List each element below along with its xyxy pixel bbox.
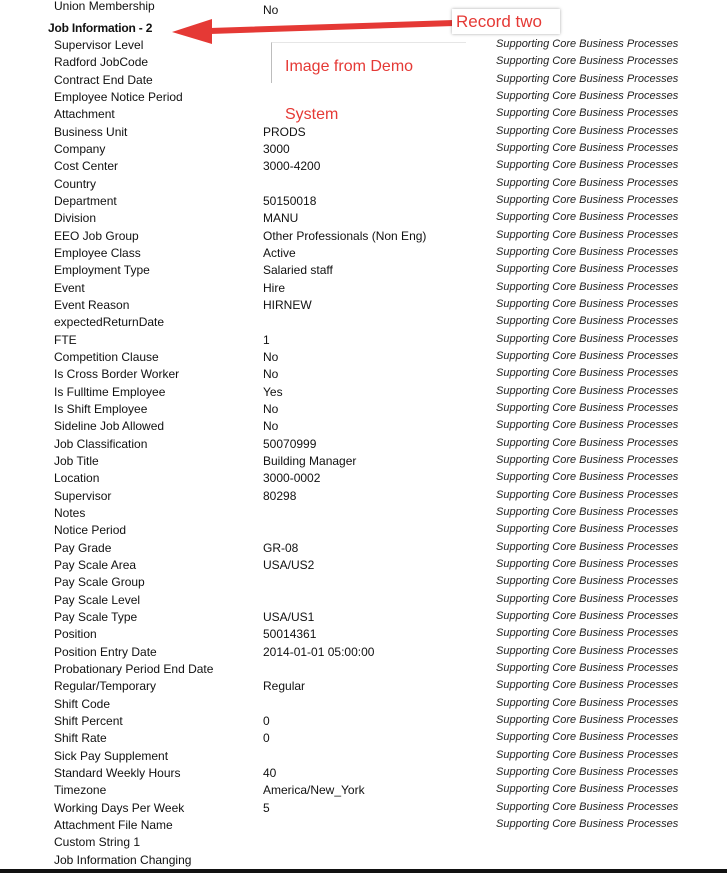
field-purpose: Supporting Core Business Processes	[496, 488, 679, 501]
demo-system-note: Image from Demo System	[271, 42, 466, 83]
field-label: Employment Type	[54, 263, 150, 278]
field-purpose: Supporting Core Business Processes	[496, 609, 679, 622]
field-purpose: Supporting Core Business Processes	[496, 505, 679, 518]
field-value: 50014361	[263, 627, 317, 642]
bottom-border	[0, 869, 727, 873]
field-purpose: Supporting Core Business Processes	[496, 783, 679, 796]
field-row	[0, 662, 727, 679]
field-row	[0, 263, 727, 280]
field-value: Yes	[263, 384, 283, 399]
field-purpose: Supporting Core Business Processes	[496, 55, 679, 68]
field-label: Contract End Date	[54, 72, 153, 87]
field-row	[0, 177, 727, 194]
field-value: 0	[263, 713, 270, 728]
field-label: Sick Pay Supplement	[54, 748, 169, 763]
field-label: FTE	[54, 332, 77, 347]
field-purpose: Supporting Core Business Processes	[496, 297, 679, 310]
field-row	[0, 385, 727, 402]
field-label: Is Fulltime Employee	[54, 384, 166, 399]
field-purpose: Supporting Core Business Processes	[496, 575, 679, 588]
field-label: Timezone	[54, 783, 107, 798]
field-value: 5	[263, 800, 270, 815]
field-row	[0, 541, 727, 558]
field-purpose: Supporting Core Business Processes	[496, 713, 679, 726]
field-label: EEO Job Group	[54, 228, 139, 243]
field-row	[0, 697, 727, 714]
field-label: Country	[54, 176, 97, 191]
field-value: PRODS	[263, 124, 306, 139]
field-value: GR-08	[263, 540, 299, 555]
field-label: Division	[54, 211, 97, 226]
field-purpose: Supporting Core Business Processes	[496, 211, 679, 224]
field-label: Job Information Changing	[54, 852, 192, 867]
field-value: 0	[263, 731, 270, 746]
field-label: Event Reason	[54, 297, 130, 312]
field-purpose: Supporting Core Business Processes	[496, 800, 679, 813]
field-purpose: Supporting Core Business Processes	[496, 245, 679, 258]
field-row	[0, 246, 727, 263]
field-purpose: Supporting Core Business Processes	[496, 124, 679, 137]
field-label: Business Unit	[54, 124, 128, 139]
field-row	[0, 766, 727, 783]
field-value: No	[263, 367, 279, 382]
field-row	[0, 194, 727, 211]
field-row	[0, 211, 727, 228]
field-purpose: Supporting Core Business Processes	[496, 384, 679, 397]
field-purpose: Supporting Core Business Processes	[496, 141, 679, 154]
field-row	[0, 298, 727, 315]
field-row	[0, 593, 727, 610]
field-purpose: Supporting Core Business Processes	[496, 280, 679, 293]
field-label: Pay Scale Level	[54, 592, 141, 607]
field-row	[0, 523, 727, 540]
field-row	[0, 367, 727, 384]
field-purpose: Supporting Core Business Processes	[496, 89, 679, 102]
field-row	[0, 731, 727, 748]
field-value: MANU	[263, 211, 299, 226]
field-row	[0, 506, 727, 523]
field-row	[0, 125, 727, 142]
field-row	[0, 402, 727, 419]
field-row	[0, 489, 727, 506]
field-purpose: Supporting Core Business Processes	[496, 592, 679, 605]
field-purpose: Supporting Core Business Processes	[496, 193, 679, 206]
field-value: 80298	[263, 488, 297, 503]
field-row	[0, 575, 727, 592]
field-value: 2014-01-01 05:00:00	[263, 644, 375, 659]
field-row	[0, 645, 727, 662]
field-row	[0, 419, 727, 436]
field-value: 3000-4200	[263, 159, 321, 174]
field-label: Cost Center	[54, 159, 119, 174]
field-purpose: Supporting Core Business Processes	[496, 419, 679, 432]
field-label: Attachment	[54, 107, 115, 122]
field-row	[0, 281, 727, 298]
field-label: Shift Code	[54, 696, 111, 711]
field-purpose: Supporting Core Business Processes	[496, 731, 679, 744]
field-label: Standard Weekly Hours	[54, 765, 181, 780]
field-purpose: Supporting Core Business Processes	[496, 228, 679, 241]
field-label: Shift Rate	[54, 731, 107, 746]
field-purpose: Supporting Core Business Processes	[496, 401, 679, 414]
field-purpose: Supporting Core Business Processes	[496, 661, 679, 674]
field-label: Supervisor Level	[54, 38, 144, 52]
field-label: Event	[54, 280, 85, 295]
field-value: 50070999	[263, 436, 317, 451]
field-value: No	[263, 349, 279, 364]
field-row	[0, 142, 727, 159]
field-purpose: Supporting Core Business Processes	[496, 72, 679, 85]
field-label: Position Entry Date	[54, 644, 157, 659]
record-two-callout: Record two	[452, 9, 560, 34]
field-purpose: Supporting Core Business Processes	[496, 696, 679, 709]
field-value: Active	[263, 245, 296, 260]
field-label: Competition Clause	[54, 349, 159, 364]
field-value: Regular	[263, 679, 306, 694]
field-value: 50150018	[263, 193, 317, 208]
field-value: 3000	[263, 141, 290, 156]
field-purpose: Supporting Core Business Processes	[496, 176, 679, 189]
section-title: Job Information - 2	[48, 21, 153, 35]
field-label: Job Classification	[54, 436, 148, 451]
field-purpose: Supporting Core Business Processes	[496, 627, 679, 640]
field-row	[0, 350, 727, 367]
field-label: Attachment File Name	[54, 817, 173, 832]
field-label: expectedReturnDate	[54, 315, 165, 330]
field-row	[0, 90, 727, 107]
field-row	[0, 679, 727, 696]
field-label: Position	[54, 627, 97, 642]
field-purpose: Supporting Core Business Processes	[496, 436, 679, 449]
field-purpose: Supporting Core Business Processes	[496, 38, 679, 50]
field-value: Other Professionals (Non Eng)	[263, 228, 427, 243]
field-purpose: Supporting Core Business Processes	[496, 263, 679, 276]
field-purpose: Supporting Core Business Processes	[496, 644, 679, 657]
field-row	[0, 835, 727, 852]
field-value: Building Manager	[263, 453, 357, 468]
field-value: USA/US1	[263, 609, 315, 624]
field-label: Shift Percent	[54, 713, 123, 728]
field-purpose: Supporting Core Business Processes	[496, 471, 679, 484]
field-value: No	[263, 419, 279, 434]
field-row	[0, 749, 727, 766]
field-label: Is Shift Employee	[54, 401, 148, 416]
field-label: Is Cross Border Worker	[54, 367, 180, 382]
field-row	[0, 315, 727, 332]
field-purpose: Supporting Core Business Processes	[496, 765, 679, 778]
field-purpose: Supporting Core Business Processes	[496, 159, 679, 172]
field-row	[0, 818, 727, 835]
field-value: HIRNEW	[263, 297, 312, 312]
field-label: Regular/Temporary	[54, 679, 157, 694]
field-value: 40	[263, 765, 277, 780]
field-label: Employee Class	[54, 245, 141, 260]
field-row	[0, 558, 727, 575]
field-row	[0, 627, 727, 644]
field-label: Custom String 1	[54, 835, 141, 850]
field-purpose: Supporting Core Business Processes	[496, 748, 679, 761]
field-row	[0, 714, 727, 731]
field-purpose: Supporting Core Business Processes	[496, 817, 679, 830]
field-label: Notice Period	[54, 523, 127, 538]
field-row	[0, 610, 727, 627]
field-value: No	[263, 401, 279, 416]
field-label: Sideline Job Allowed	[54, 419, 165, 434]
field-label: Department	[54, 193, 117, 208]
field-label: Pay Scale Area	[54, 557, 137, 572]
field-purpose: Supporting Core Business Processes	[496, 453, 679, 466]
field-row	[0, 801, 727, 818]
field-label: Union Membership	[54, 0, 155, 13]
field-label: Pay Scale Group	[54, 575, 145, 590]
field-row	[0, 454, 727, 471]
field-label: Pay Scale Type	[54, 609, 138, 624]
field-value: Hire	[263, 280, 286, 295]
field-label: Working Days Per Week	[54, 800, 185, 815]
field-purpose: Supporting Core Business Processes	[496, 523, 679, 536]
field-label: Radford JobCode	[54, 55, 149, 70]
field-row	[0, 229, 727, 246]
field-label: Notes	[54, 505, 86, 520]
field-label: Employee Notice Period	[54, 89, 183, 104]
field-row	[0, 853, 727, 870]
field-purpose: Supporting Core Business Processes	[496, 679, 679, 692]
field-row	[0, 333, 727, 350]
field-label: Probationary Period End Date	[54, 661, 214, 676]
field-value: 3000-0002	[263, 471, 321, 486]
field-purpose: Supporting Core Business Processes	[496, 349, 679, 362]
field-label: Location	[54, 471, 100, 486]
field-row	[0, 783, 727, 800]
field-label: Pay Grade	[54, 540, 112, 555]
field-purpose: Supporting Core Business Processes	[496, 557, 679, 570]
field-row	[0, 437, 727, 454]
field-value: No	[263, 3, 279, 17]
field-purpose: Supporting Core Business Processes	[496, 107, 679, 120]
field-row	[0, 159, 727, 176]
field-value: 1	[263, 332, 270, 347]
field-value: USA/US2	[263, 557, 315, 572]
field-label: Company	[54, 141, 106, 156]
field-label: Supervisor	[54, 488, 112, 503]
field-purpose: Supporting Core Business Processes	[496, 332, 679, 345]
field-row	[0, 471, 727, 488]
field-value: Salaried staff	[263, 263, 333, 278]
field-purpose: Supporting Core Business Processes	[496, 540, 679, 553]
field-row	[0, 107, 727, 124]
field-purpose: Supporting Core Business Processes	[496, 367, 679, 380]
field-purpose: Supporting Core Business Processes	[496, 315, 679, 328]
field-value: America/New_York	[263, 783, 365, 798]
field-label: Job Title	[54, 453, 99, 468]
